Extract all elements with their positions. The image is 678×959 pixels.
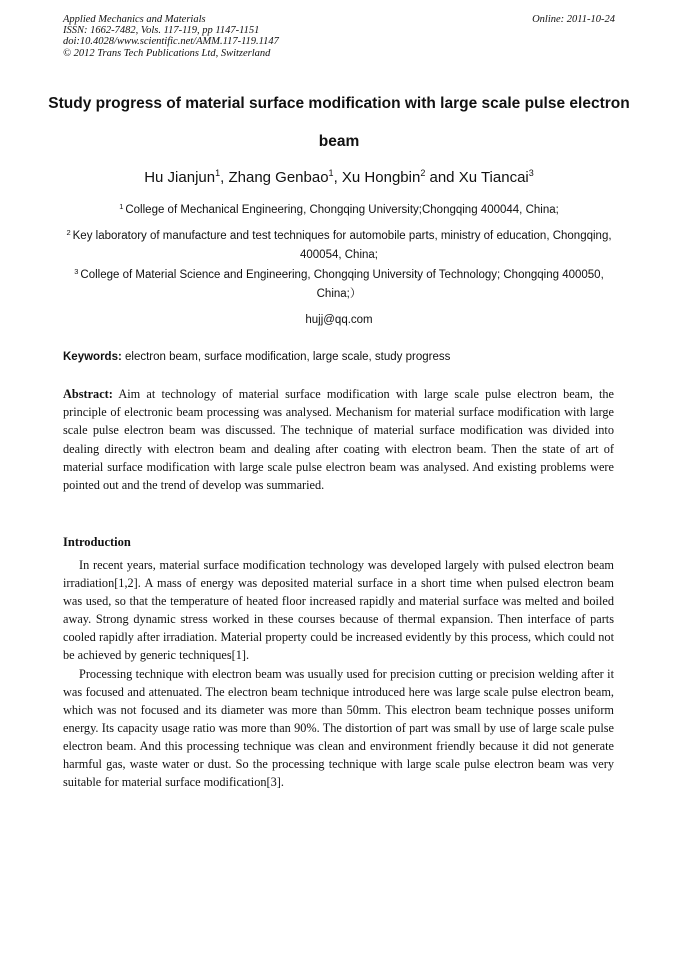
- doi-line: doi:10.4028/www.scientific.net/AMM.117-119.1147: [63, 36, 279, 48]
- author-name: Xu Tiancai: [458, 169, 529, 186]
- affiliation-text: Key laboratory of manufacture and test techniques for automobile parts, ministry of education, Chongqing, 400054, China;: [72, 230, 612, 261]
- author-name: Zhang Genbao: [228, 169, 329, 186]
- online-date: Online: 2011-10-24: [532, 14, 615, 25]
- affiliation-text: College of Material Science and Engineering, Chongqing University of Technology; Chongqing 400050, China;）: [80, 269, 604, 300]
- author-affiliation-mark: 2: [420, 168, 426, 178]
- paper-title: Study progress of material surface modification with large scale pulse electron beam: [48, 95, 630, 150]
- author-separator: ,: [333, 169, 342, 186]
- abstract-text: Aim at technology of material surface modification with large scale pulse electron beam, the principle of electronic beam processing was analysed. Mechanism for material surface modification with large scale pulse electron beam was discussed. The technique of material surface modification was divided into dealing directly with electron beam and dealing after coating with electron beam. Then the state of art of material surface modification with large scale pulse electron beam was analysed. And existing problems were pointed out and the trend of develop was summaried.: [63, 387, 614, 493]
- affiliation-text: College of Mechanical Engineering, Chongqing University;Chongqing 400044, China;: [125, 204, 559, 216]
- abstract: [63, 385, 614, 494]
- journal-header: [63, 14, 615, 59]
- author-name: Hu Jianjun: [144, 169, 216, 186]
- keywords: [63, 348, 615, 366]
- author-affiliation-mark: 1: [328, 168, 334, 178]
- issn-line: ISSN: 1662-7482, Vols. 117-119, pp 1147-1151: [63, 25, 260, 37]
- affiliation-2: [60, 227, 618, 265]
- author-separator: ,: [220, 169, 229, 186]
- copyright-line: © 2012 Trans Tech Publications Ltd, Switzerland: [63, 47, 271, 59]
- body-paragraph: Processing technique with electron beam was usually used for precision cutting or precision welding after it was focused and attenuated. The electron beam technique introduced here was large scale pulse electron beam, which was not focused and its diameter was more than 50mm. This electron beam technique posses uniform energy. Its capacity usage ratio was more than 90%. The distortion of part was small by use of large scale pulse electron beam. And this processing technique was clean and environment friendly because it did not generate harmful gas, waste water or dust. So the processing technique with large scale pulse electron beam was very suitable for material surface modification[3].: [63, 666, 614, 790]
- abstract-label: Abstract:: [63, 387, 113, 401]
- keywords-text: electron beam, surface modification, large scale, study progress: [125, 351, 451, 363]
- author-separator: and: [425, 169, 459, 186]
- author-name: Xu Hongbin: [341, 169, 421, 186]
- introduction-body: [63, 556, 614, 791]
- affiliation-3: [60, 266, 618, 304]
- journal-name: Applied Mechanics and Materials: [63, 14, 206, 25]
- author-email: hujj@qq.com: [305, 314, 373, 326]
- affiliation-number: 2: [66, 228, 71, 237]
- section-heading-introduction: Introduction: [63, 535, 131, 549]
- affiliation-1: [60, 201, 618, 220]
- author-affiliation-mark: 1: [215, 168, 221, 178]
- author-list: [40, 168, 638, 188]
- affiliation-number: 1: [119, 202, 124, 211]
- affiliation-number: 3: [74, 267, 79, 276]
- body-paragraph: In recent years, material surface modification technology was developed largely with pulsed electron beam irradiation[1,2]. A mass of energy was deposited material surface in a short time when pulsed electron beam was used, so that the temperature of heated floor increased rapidly and material surface was melted and boiled away. Strong dynamic stress worked in these courses because of thermal expansion. Then interface of parts cooled rapidly after irradiation. Material property could be increased evidently by this process, which could not be achieved by generic techniques[1].: [63, 558, 614, 663]
- author-affiliation-mark: 3: [528, 168, 534, 178]
- keywords-label: Keywords:: [63, 351, 122, 363]
